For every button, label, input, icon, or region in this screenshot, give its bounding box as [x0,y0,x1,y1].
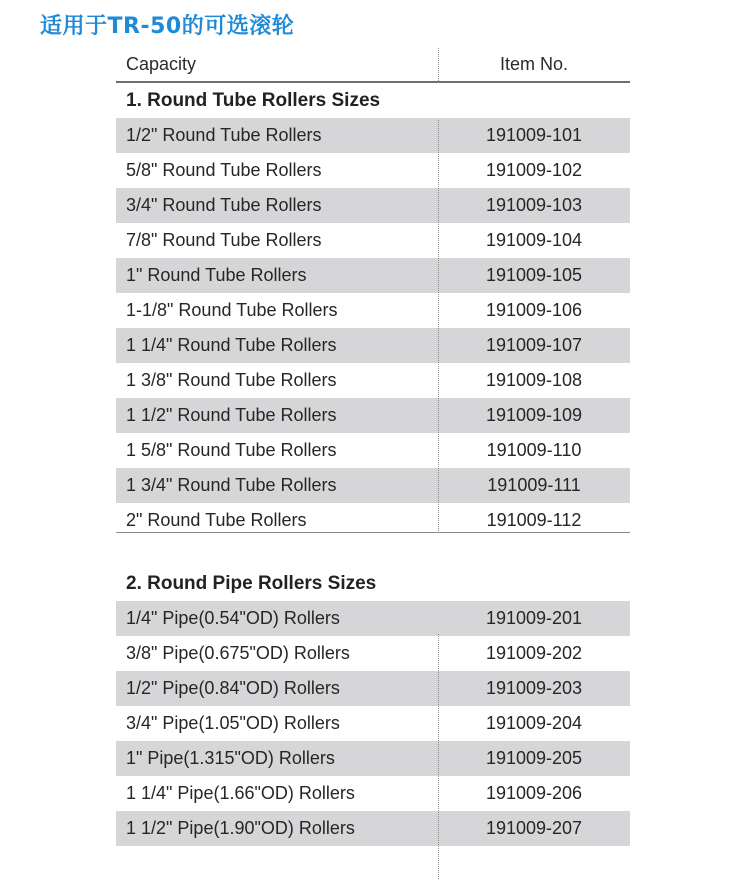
capacity-cell: 1 1/4" Pipe(1.66"OD) Rollers [126,783,355,803]
table-row [116,118,630,153]
column-divider-pipe-section [438,634,439,879]
item-no-cell: 191009-112 [486,510,582,530]
table-row [116,258,630,293]
section-heading-label: 2. Round Pipe Rollers Sizes [126,573,377,594]
capacity-cell: 3/8" Pipe(0.675"OD) Rollers [126,643,350,663]
table-row [116,601,630,636]
table-row [116,776,630,811]
page-title: 适用于TR-50的可选滚轮 [40,14,295,39]
capacity-cell: 1" Round Tube Rollers [126,265,307,285]
table-row [116,363,630,398]
item-no-cell: 191009-102 [485,160,583,180]
item-no-cell: 191009-108 [485,370,583,390]
table-row [116,188,630,223]
capacity-cell: 1/2" Pipe(0.84"OD) Rollers [126,678,340,698]
table-row [116,433,630,468]
item-no-cell: 191009-201 [485,608,583,628]
section-heading-label: 1. Round Tube Rollers Sizes [126,90,381,111]
item-no-cell: 191009-110 [486,440,582,460]
capacity-cell: 3/4" Round Tube Rollers [126,195,322,215]
capacity-cell: 1 1/2" Pipe(1.90"OD) Rollers [126,818,355,838]
table-row [116,328,630,363]
section-heading-round-pipe [116,566,630,601]
column-divider-tube-section [438,120,439,533]
capacity-cell: 1/4" Pipe(0.54"OD) Rollers [126,608,340,628]
item-no-cell: 191009-109 [485,405,583,425]
capacity-cell: 1" Pipe(1.315"OD) Rollers [126,748,335,768]
capacity-cell: 1/2" Round Tube Rollers [126,125,322,145]
capacity-cell: 1 1/2" Round Tube Rollers [126,405,337,425]
table-row [116,223,630,258]
section-heading-round-tube [116,83,630,118]
capacity-column-header: Capacity [126,54,197,74]
item-no-cell: 191009-202 [485,643,583,663]
item-no-cell: 191009-206 [485,783,583,803]
table-row [116,468,630,503]
item-no-cell: 191009-111 [487,475,581,495]
capacity-cell: 1-1/8" Round Tube Rollers [126,300,338,320]
table-row [116,503,630,533]
capacity-cell: 2" Round Tube Rollers [126,510,307,530]
item-no-cell: 191009-104 [485,230,583,250]
column-divider-header [438,48,439,83]
item-no-cell: 191009-106 [485,300,583,320]
capacity-cell: 1 3/8" Round Tube Rollers [126,370,337,390]
item-no-cell: 191009-204 [485,713,583,733]
item-no-cell: 191009-103 [485,195,583,215]
table-row [116,398,630,433]
table-row [116,706,630,741]
table-row [116,153,630,188]
table-header-row [116,48,630,83]
item-no-cell: 191009-205 [485,748,583,768]
capacity-cell: 1 1/4" Round Tube Rollers [126,335,337,355]
capacity-cell: 7/8" Round Tube Rollers [126,230,322,250]
item-no-cell: 191009-107 [485,335,583,355]
table-row [116,293,630,328]
roller-table [116,48,630,846]
item-no-column-header: Item No. [499,54,569,74]
table-row [116,811,630,846]
item-no-cell: 191009-105 [485,265,583,285]
table-row [116,636,630,671]
capacity-cell: 1 3/4" Round Tube Rollers [126,475,337,495]
item-no-cell: 191009-207 [485,818,583,838]
item-no-cell: 191009-203 [485,678,583,698]
capacity-cell: 3/4" Pipe(1.05"OD) Rollers [126,713,340,733]
capacity-cell: 1 5/8" Round Tube Rollers [126,440,337,460]
table-row [116,671,630,706]
table-row [116,741,630,776]
capacity-cell: 5/8" Round Tube Rollers [126,160,322,180]
item-no-cell: 191009-101 [485,125,583,145]
